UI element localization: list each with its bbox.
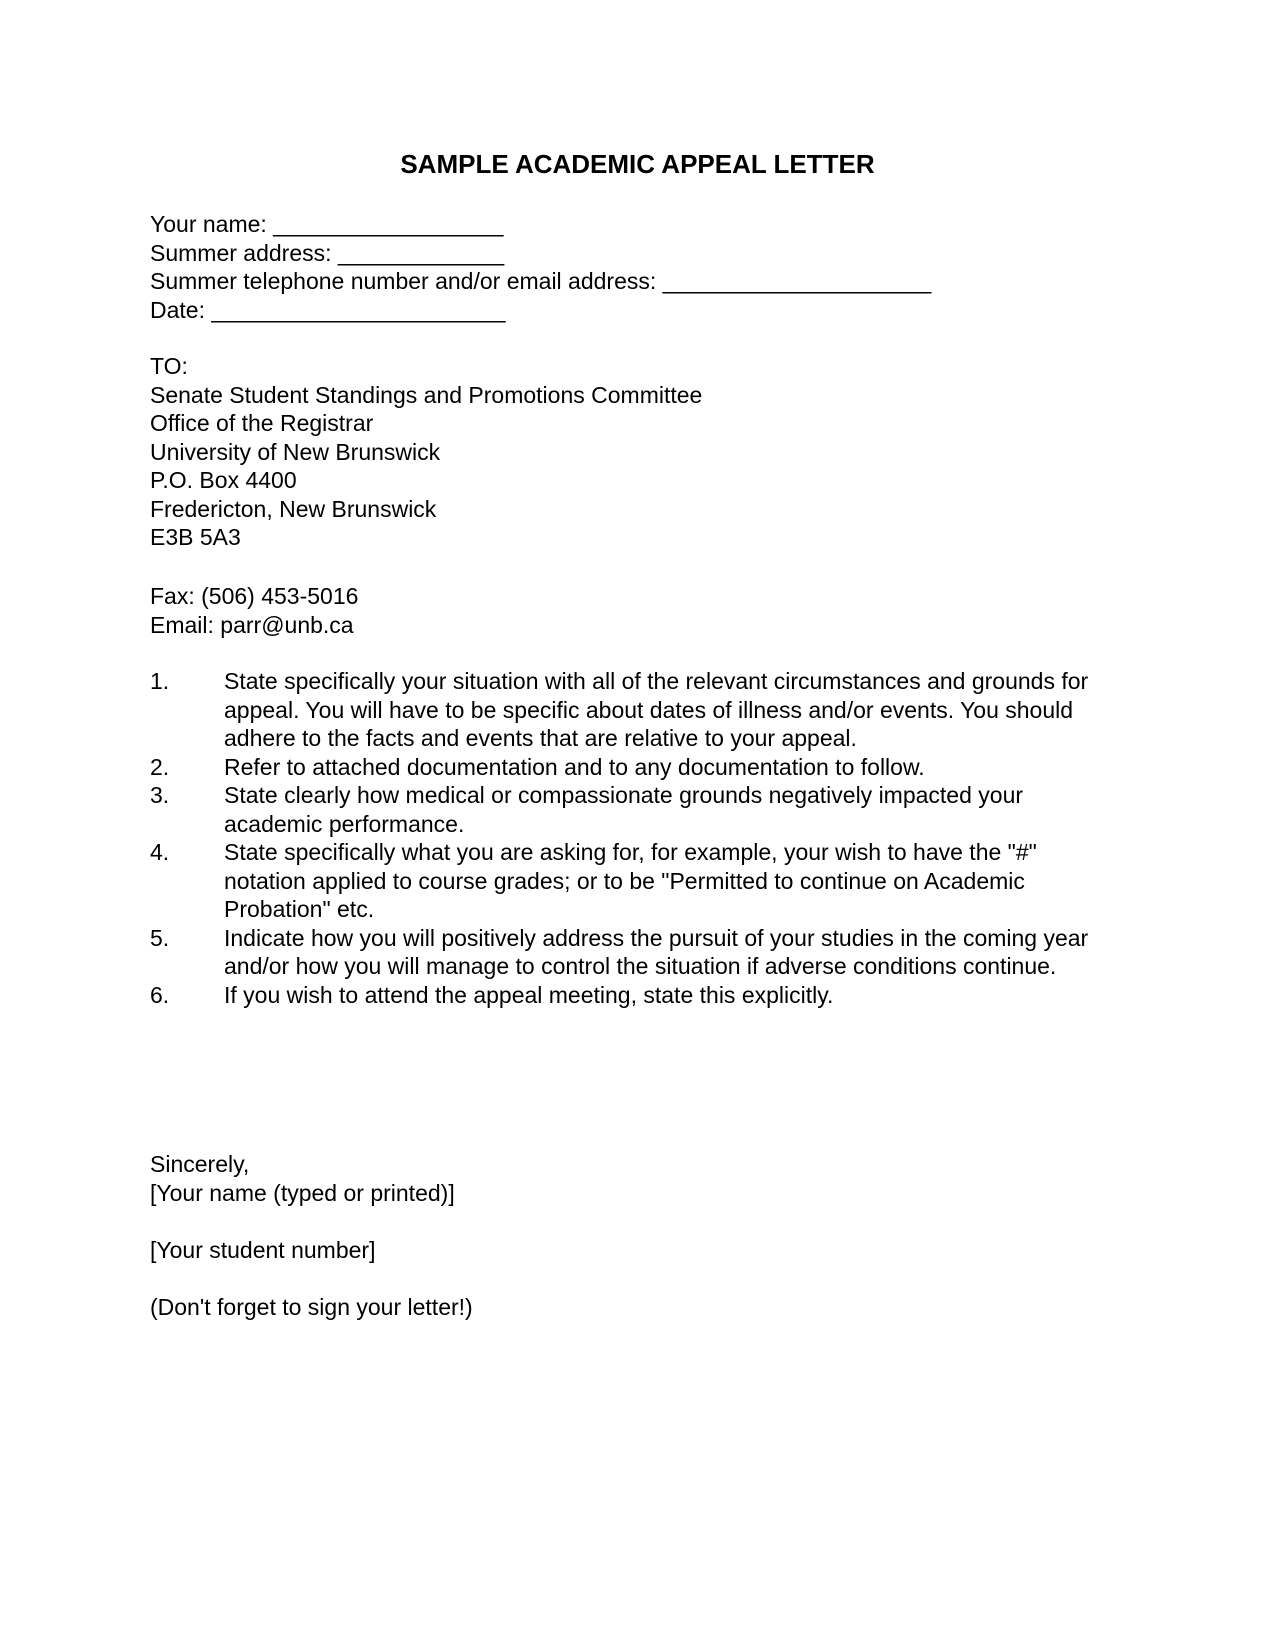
fax-line: Fax: (506) 453-5016: [150, 583, 359, 609]
your-name-field: Your name: __________________: [150, 211, 504, 237]
list-item-text: Refer to attached documentation and to any documentation to follow.: [224, 753, 925, 780]
to-label: TO:: [150, 353, 188, 379]
spacer: [150, 1264, 473, 1293]
page-title: SAMPLE ACADEMIC APPEAL LETTER: [400, 149, 875, 179]
list-item-number: 5.: [150, 924, 170, 951]
recipient-line: P.O. Box 4400: [150, 467, 297, 493]
list-item: [150, 981, 1110, 1010]
list-item: [150, 838, 1110, 924]
recipient-line: University of New Brunswick: [150, 438, 441, 465]
list-item-text: State specifically your situation with all of the relevant circumstances and grounds for appeal. You will have to be specific about dates of illness and/or events. You should adhere to the facts and events that are relative to your appeal.: [224, 668, 1089, 751]
sincerely-line: Sincerely,: [150, 1151, 250, 1177]
date-field: Date: _______________________: [150, 296, 506, 323]
sign-reminder-line: (Don't forget to sign your letter!): [150, 1293, 473, 1320]
list-item: [150, 781, 1110, 838]
student-number-line: [Your student number]: [150, 1236, 376, 1263]
list-item-number: 2.: [150, 753, 170, 780]
spacer: [150, 1207, 473, 1236]
list-item-number: 3.: [150, 782, 170, 808]
recipient-line: Office of the Registrar: [150, 410, 374, 436]
list-item-text: State specifically what you are asking for, for example, your wish to have the "#" notation applied to course grades; or to be "Permitted to continue on Academic Probation" etc.: [224, 839, 1037, 922]
instructions-list: [150, 667, 1110, 1009]
email-line: Email: parr@unb.ca: [150, 611, 354, 638]
recipient-block: [150, 352, 702, 552]
list-item-number: 4.: [150, 839, 170, 865]
list-item: [150, 924, 1110, 981]
list-item-number: 1.: [150, 668, 170, 694]
summer-contact-field: Summer telephone number and/or email address: _____________________: [150, 268, 932, 294]
list-item-number: 6.: [150, 981, 170, 1008]
recipient-line: Fredericton, New Brunswick: [150, 495, 437, 522]
summer-address-field: Summer address: _____________: [150, 239, 505, 266]
list-item-text: If you wish to attend the appeal meeting, state this explicitly.: [224, 981, 834, 1008]
typed-name-line: [Your name (typed or printed)]: [150, 1179, 455, 1206]
sender-fields: [150, 210, 931, 324]
list-item: [150, 667, 1110, 753]
recipient-line: E3B 5A3: [150, 524, 241, 550]
contact-block: [150, 582, 358, 639]
recipient-line: Senate Student Standings and Promotions Committee: [150, 381, 703, 408]
list-item-text: Indicate how you will positively address the pursuit of your studies in the coming year and/or how you will manage to control the situation if adverse conditions continue.: [224, 924, 1089, 979]
closing-block: [150, 1150, 473, 1321]
list-item-text: State clearly how medical or compassionate grounds negatively impacted your academic performance.: [224, 782, 1024, 837]
list-item: [150, 753, 1110, 782]
